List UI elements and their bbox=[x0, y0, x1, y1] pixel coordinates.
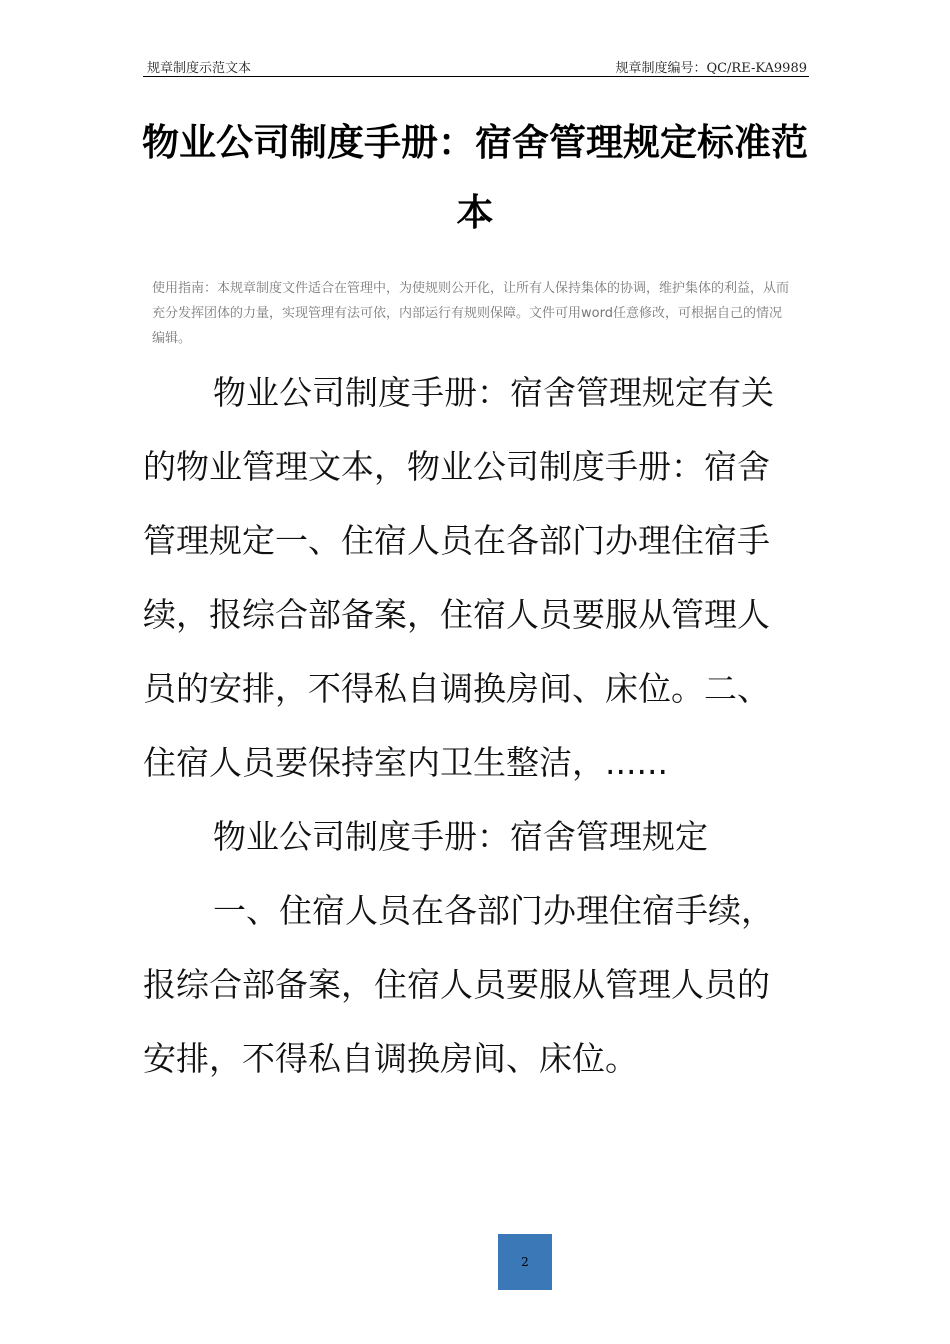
document-title: 物业公司制度手册：宿舍管理规定标准范本 bbox=[142, 121, 808, 234]
header-doc-number: 规章制度编号：QC/RE-KA9989 bbox=[615, 61, 807, 76]
document-body bbox=[143, 356, 783, 1096]
body-paragraph: 物业公司制度手册：宿舍管理规定有关的物业管理文本，物业公司制度手册：宿舍管理规定一、住宿人员在各部门办理住宿手续，报综合部备案，住宿人员要服从管理人员的安排，不得私自调换房间、床位。二、住宿人员要保持室内卫生整洁，...... bbox=[143, 373, 774, 782]
page-header bbox=[143, 56, 809, 77]
body-paragraph: 物业公司制度手册：宿舍管理规定 bbox=[213, 817, 708, 856]
body-paragraph: 一、住宿人员在各部门办理住宿手续，报综合部备案，住宿人员要服从管理人员的安排，不得私自调换房间、床位。 bbox=[143, 891, 774, 1078]
usage-guide: 使用指南：本规章制度文件适合在管理中，为使规则公开化，让所有人保持集体的协调，维护集体的利益，从而充分发挥团体的力量，实现管理有法可依，内部运行有规则保障。文件可用word任意修改，可根据自己的情况编辑。 bbox=[152, 281, 790, 346]
header-doc-type: 规章制度示范文本 bbox=[147, 61, 252, 76]
page-number: 2 bbox=[498, 1234, 552, 1290]
